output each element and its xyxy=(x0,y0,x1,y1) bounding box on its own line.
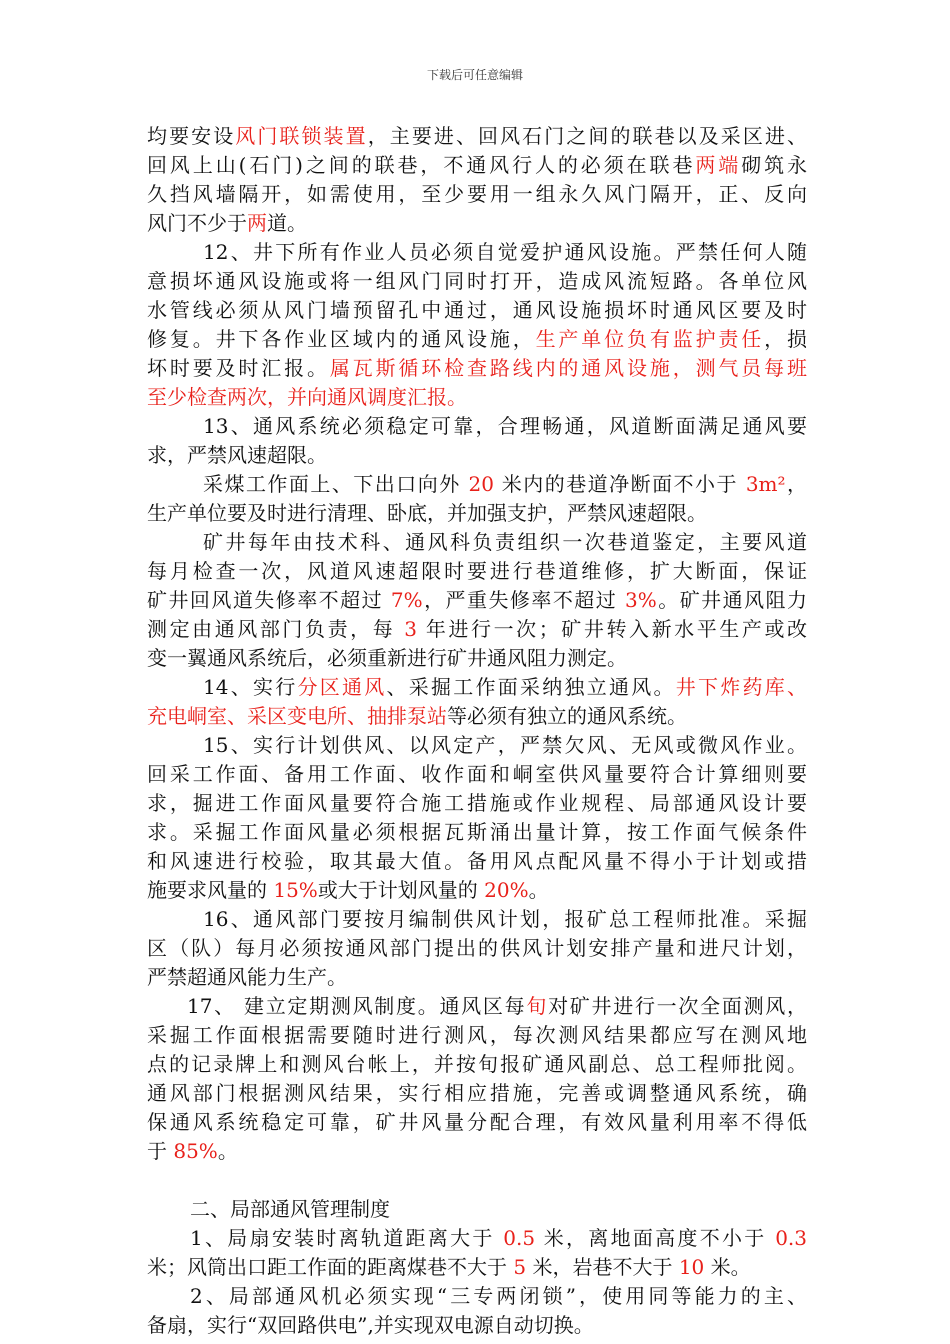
text-run: 采掘工作面根据需要随时进行测风，每次测风结果都应写在测风地 xyxy=(147,1023,807,1047)
text-line xyxy=(147,238,807,267)
text-run: 道。 xyxy=(267,211,307,235)
text-line xyxy=(147,1050,807,1079)
highlighted-text: 井下炸药库、 xyxy=(675,675,808,699)
text-line xyxy=(147,992,807,1021)
highlighted-text: 85% xyxy=(173,1139,218,1163)
section-heading xyxy=(147,1195,807,1224)
text-run: 年进行一次；矿井转入新水平生产或改 xyxy=(416,617,808,641)
text-run: ，主要进、回风石门之间的联巷以及采区进、 xyxy=(367,124,808,148)
text-run: 16、通风部门要按月编制供风计划，报矿总工程师批准。采掘 xyxy=(203,907,807,931)
highlighted-text: 两 xyxy=(247,211,267,235)
highlighted-text: 两端 xyxy=(695,153,742,177)
text-run: 。矿井通风阻力 xyxy=(656,588,808,612)
text-run: 矿井回风道失修率不超过 xyxy=(147,588,391,612)
text-line xyxy=(147,180,807,209)
text-run: 施要求风量的 xyxy=(147,878,274,902)
text-run: 生产单位要及时进行清理、卧底，并加强支护，严禁风速超限。 xyxy=(147,501,707,525)
text-run: 风门不少于 xyxy=(147,211,247,235)
text-run: 久挡风墙隔开，如需使用，至少要用一组永久风门隔开，正、反向 xyxy=(147,182,807,206)
text-line xyxy=(147,267,807,296)
text-run: 测定由通风部门负责，每 xyxy=(147,617,405,641)
highlighted-text: 旬 xyxy=(526,994,549,1018)
text-run: ，损 xyxy=(764,327,808,351)
text-line xyxy=(147,412,807,441)
text-line xyxy=(147,1311,807,1340)
text-run: 15、实行计划供风、以风定产，严禁欠风、无风或微风作业。 xyxy=(203,733,807,757)
text-run: 对矿井进行一次全面测风， xyxy=(548,994,808,1018)
text-run: 采煤工作面上、下出口向外 xyxy=(203,472,469,496)
document-body xyxy=(147,122,807,1340)
text-line xyxy=(147,470,807,499)
text-run: 回采工作面、备用工作面、收作面和峒室供风量要符合计算细则要 xyxy=(147,762,807,786)
text-line xyxy=(147,789,807,818)
text-run: 点的记录牌上和测风台帐上，并按旬报矿通风副总、总工程师批阅。 xyxy=(147,1052,807,1076)
text-run: 坏时要及时汇报。 xyxy=(147,356,330,380)
text-line xyxy=(147,209,807,238)
text-run: 求，严禁风速超限。 xyxy=(147,443,327,467)
text-line xyxy=(147,847,807,876)
highlighted-text: 充电峒室、采区变电所、抽排泵站 xyxy=(147,704,447,728)
highlighted-text: 属瓦斯循环检查路线内的通风设施，测气员每班 xyxy=(329,356,808,380)
text-line xyxy=(147,1224,807,1253)
text-run: 保通风系统稳定可靠，矿井风量分配合理，有效风量利用率不得低 xyxy=(147,1110,807,1134)
text-run: 和风速进行校验，取其最大值。备用风点配风量不得小于计划或措 xyxy=(147,849,807,873)
text-line xyxy=(147,731,807,760)
text-run: 变一翼通风系统后，必须重新进行矿井通风阻力测定。 xyxy=(147,646,627,670)
text-run: 。 xyxy=(528,878,549,902)
text-line xyxy=(147,441,807,470)
text-line xyxy=(147,499,807,528)
text-line xyxy=(147,586,807,615)
text-line xyxy=(147,1108,807,1137)
highlighted-text: 0.5 xyxy=(503,1226,536,1250)
text-line xyxy=(147,296,807,325)
text-run: 米，岩巷不大于 xyxy=(526,1255,679,1279)
text-run: 区（队）每月必须按通风部门提出的供风计划安排产量和进尺计划， xyxy=(147,936,807,960)
text-line xyxy=(147,963,807,992)
text-run: 通风部门根据测风结果，实行相应措施，完善或调整通风系统，确 xyxy=(147,1081,807,1105)
text-line xyxy=(147,1137,807,1166)
text-run: 均要安设 xyxy=(147,124,236,148)
text-run: 米。 xyxy=(704,1255,751,1279)
text-line xyxy=(147,615,807,644)
text-line xyxy=(147,1282,807,1311)
text-line xyxy=(147,325,807,354)
text-line xyxy=(147,354,807,383)
text-run: 米内的巷道净断面不小于 xyxy=(493,472,746,496)
highlighted-text: 3m² xyxy=(745,472,786,496)
text-run: 每月检查一次，风道风速超限时要进行巷道维修，扩大断面，保证 xyxy=(147,559,807,583)
highlighted-text: 10 xyxy=(678,1255,705,1279)
highlighted-text: 3 xyxy=(404,617,417,641)
text-run: 求，掘进工作面风量要符合施工措施或作业规程、局部通风设计要 xyxy=(147,791,807,815)
text-run: ， xyxy=(785,472,808,496)
text-run: 17、 建立定期测风制度。通风区每 xyxy=(187,994,527,1018)
text-run: 砌筑永 xyxy=(741,153,808,177)
text-line xyxy=(147,760,807,789)
text-line xyxy=(147,876,807,905)
text-run: 米，离地面高度不小于 xyxy=(535,1226,776,1250)
text-line xyxy=(147,673,807,702)
highlighted-text: 20 xyxy=(468,472,494,496)
text-line xyxy=(147,557,807,586)
highlighted-text: 风门联锁装置 xyxy=(235,124,368,148)
text-line xyxy=(147,383,807,412)
page-header: 下载后可任意编辑 xyxy=(426,68,523,82)
highlighted-text: 3% xyxy=(625,588,657,612)
highlighted-text: 7% xyxy=(390,588,423,612)
highlighted-text: 5 xyxy=(513,1255,527,1279)
text-run: 备扇，实行“双回路供电”,并实现双电源自动切换。 xyxy=(147,1313,594,1337)
text-line xyxy=(147,818,807,847)
highlighted-text: 20% xyxy=(484,878,529,902)
text-line xyxy=(147,122,807,151)
text-run: 14、实行 xyxy=(203,675,298,699)
text-run: 严禁超通风能力生产。 xyxy=(147,965,347,989)
text-run: 12、井下所有作业人员必须自觉爱护通风设施。严禁任何人随 xyxy=(203,240,807,264)
text-run: 求。采掘工作面风量必须根据瓦斯涌出量计算，按工作面气候条件 xyxy=(147,820,807,844)
text-run: 矿井每年由技术科、通风科负责组织一次巷道鉴定，主要风道 xyxy=(203,530,807,554)
text-run: 二、局部通风管理制度 xyxy=(190,1197,390,1221)
text-run: 1、局扇安装时离轨道距离大于 xyxy=(190,1226,504,1250)
text-line xyxy=(147,644,807,673)
text-line xyxy=(147,1253,807,1282)
text-line xyxy=(147,151,807,180)
text-run: 。 xyxy=(217,1139,238,1163)
text-line xyxy=(147,1021,807,1050)
text-run: 13、通风系统必须稳定可靠，合理畅通，风道断面满足通风要 xyxy=(203,414,807,438)
text-run: 于 xyxy=(147,1139,174,1163)
text-run: 、采掘工作面采纳独立通风。 xyxy=(386,675,676,699)
text-run: ，严重失修率不超过 xyxy=(422,588,626,612)
text-run: 水管线必须从风门墙预留孔中通过，通风设施损坏时通风区要及时 xyxy=(147,298,807,322)
text-run: 2、局部通风机必须实现“三专两闭锁”，使用同等能力的主、 xyxy=(190,1284,807,1308)
text-run: 修复。井下各作业区域内的通风设施， xyxy=(147,327,536,351)
text-line xyxy=(147,702,807,731)
text-line xyxy=(147,1079,807,1108)
text-line xyxy=(147,934,807,963)
highlighted-text: 0.3 xyxy=(775,1226,807,1250)
text-line xyxy=(147,905,807,934)
text-run: 回风上山(石门)之间的联巷，不通风行人的必须在联巷 xyxy=(147,153,696,177)
highlighted-text: 15% xyxy=(273,878,318,902)
text-run: 等必须有独立的通风系统。 xyxy=(447,704,687,728)
highlighted-text: 分区通风 xyxy=(297,675,387,699)
text-run: 米；风筒出口距工作面的距离煤巷不大于 xyxy=(147,1255,514,1279)
text-run: 或大于计划风量的 xyxy=(317,878,485,902)
text-line xyxy=(147,528,807,557)
text-run: 意损坏通风设施或将一组风门同时打开，造成风流短路。各单位风 xyxy=(147,269,807,293)
highlighted-text: 生产单位负有监护责任 xyxy=(535,327,765,351)
highlighted-text: 至少检查两次，并向通风调度汇报。 xyxy=(147,385,467,409)
